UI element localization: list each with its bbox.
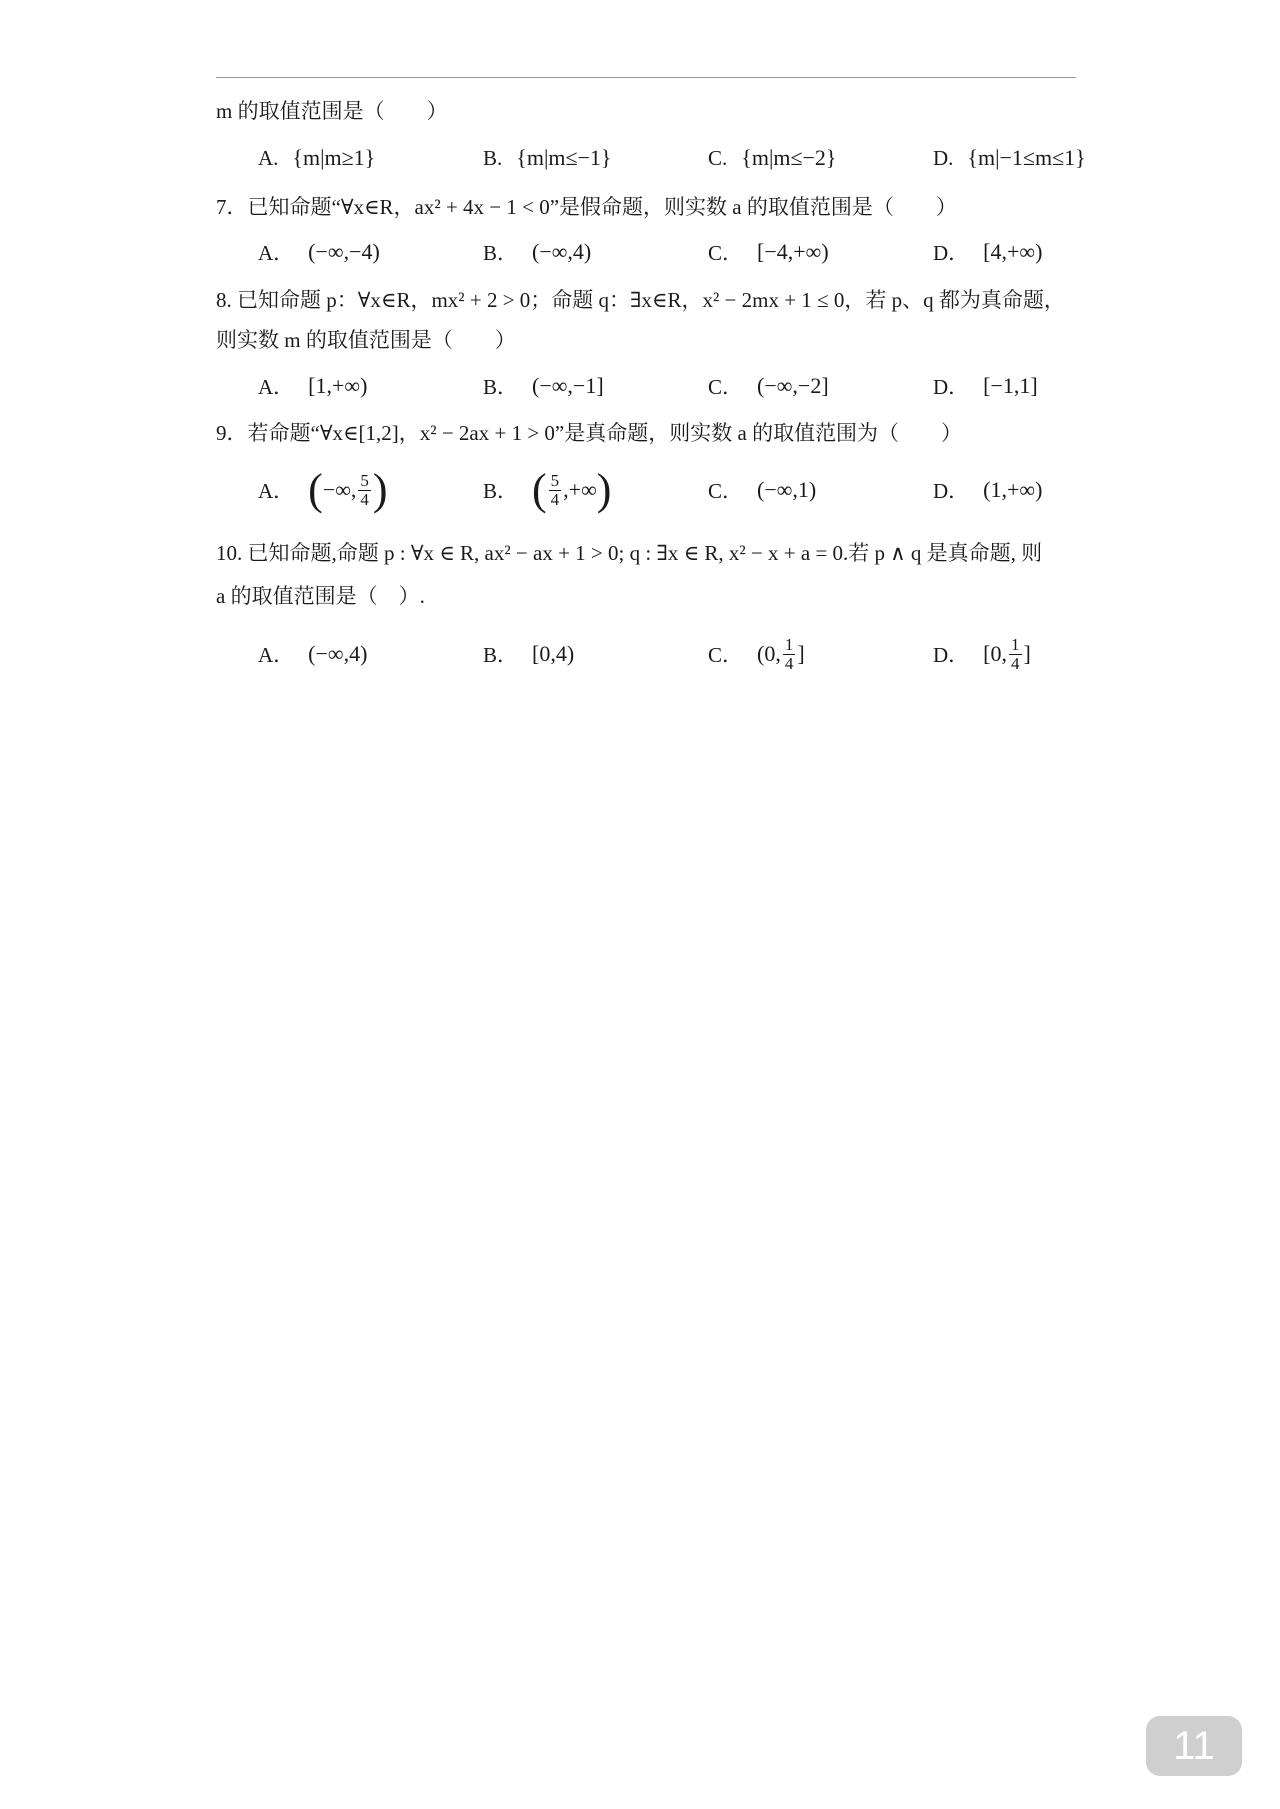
q8-options [258, 366, 1118, 406]
q10-option-d: D． [0, $\frac{1}{4}$ ] [933, 634, 1031, 673]
header-rule [216, 77, 1076, 78]
q6-option-a: A. {m|m≥1} [258, 145, 376, 170]
q9-option-a: A． ( −∞, $\frac{5}{4}$ ) [258, 465, 388, 514]
q9-option-d: D． (1,+∞) [933, 477, 1043, 503]
q9-option-c: C． (−∞,1) [708, 477, 817, 503]
q10-option-b: B． [0,4) [483, 641, 575, 667]
q6-option-b: B. {m|m≤−1} [483, 145, 612, 170]
fraction: $\frac{5}{4}$ [550, 470, 560, 509]
q8-stem-line2: 则实数 m 的取值范围是（ ） [216, 328, 516, 352]
q10-stem-line2: a 的取值范围是（ ）. [216, 584, 425, 608]
q7-option-a: A． (−∞,−4) [258, 239, 380, 265]
q7-options [258, 232, 1118, 272]
q10-stem-line1: 10. 已知命题,命题 p : ∀x ∈ R, ax² − ax + 1 > 0; q : ∃x ∈ R, x² − x + a = 0.若 p ∧ q 是真命题, 则 [216, 541, 1043, 565]
q10-option-a: A． (−∞,4) [258, 641, 368, 667]
q8-option-b: B． (−∞,−1] [483, 373, 604, 399]
q8-option-d: D． [−1,1] [933, 373, 1038, 399]
q9-stem: 9．若命题“∀x∈[1,2]，x² − 2ax + 1 > 0”是真命题，则实数 a 的取值范围为（ ） [216, 421, 963, 445]
q6-options [258, 138, 1118, 178]
q10-options [258, 622, 1118, 686]
q8-option-a: A． [1,+∞) [258, 373, 368, 399]
page-number-badge: 11 [1146, 1716, 1242, 1776]
q6-option-d: D. {m|−1≤m≤1} [933, 145, 1086, 170]
fraction: $\frac{5}{4}$ [360, 470, 369, 509]
fraction: $\frac{1}{4}$ [784, 634, 794, 673]
q7-option-d: D． [4,+∞) [933, 239, 1043, 265]
q9-option-b: B． ( $\frac{5}{4}$ ,+∞ ) [483, 465, 612, 514]
fraction: $\frac{1}{4}$ [1011, 634, 1020, 673]
q7-option-c: C． [−4,+∞) [708, 239, 829, 265]
q8-option-c: C． (−∞,−2] [708, 373, 829, 399]
q7-stem: 7．已知命题“∀x∈R，ax² + 4x − 1 < 0”是假命题，则实数 a 的取值范围是（ ） [216, 195, 957, 219]
q7-option-b: B． (−∞,4) [483, 239, 592, 265]
q8-stem-line1: 8. 已知命题 p：∀x∈R，mx² + 2 > 0；命题 q：∃x∈R，x² − 2mx + 1 ≤ 0，若 p、q 都为真命题， [216, 288, 1065, 312]
q6-stem-end: m 的取值范围是（ ） [216, 99, 448, 123]
q10-option-c: C． (0, $\frac{1}{4}$ ] [708, 634, 805, 673]
q6-option-c: C. {m|m≤−2} [708, 145, 837, 170]
q9-options [258, 458, 1118, 522]
